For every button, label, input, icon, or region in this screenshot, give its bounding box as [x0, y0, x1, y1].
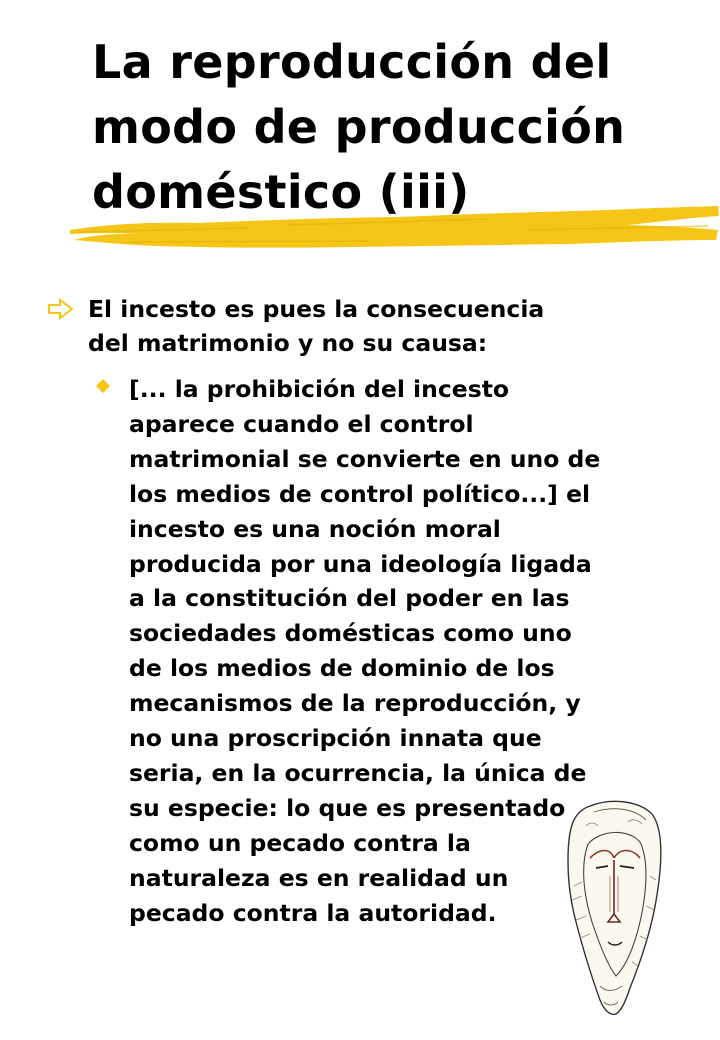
slide-title [92, 30, 692, 225]
text-line: [... la prohibición del incesto [129, 375, 510, 403]
text-line: El incesto es pues la consecuencia [88, 295, 545, 323]
hollow-arrow-icon [48, 298, 74, 320]
text-line: los medios de control político...] el [129, 479, 591, 508]
text-line: a la constitución del poder en las [129, 584, 570, 613]
text-line: del matrimonio y no su causa: [88, 329, 488, 357]
african-mask-sketch [560, 796, 666, 1018]
text-line: no una proscripción innata que [129, 724, 542, 753]
text-line: mecanismos de la reproducción, y [129, 689, 581, 718]
text-line: sociedades domésticas como uno [129, 619, 572, 648]
title-line: La reproducción del [92, 35, 612, 89]
bullet1-text [88, 292, 688, 360]
text-line: matrimonial se convierte en uno de [129, 444, 601, 473]
text-line: su especie: lo que es presentado [129, 793, 566, 822]
text-line: como un pecado contra la [129, 828, 471, 857]
text-line: pecado contra la autoridad. [129, 898, 497, 927]
text-line: naturaleza es en realidad un [129, 863, 509, 892]
text-line: aparece cuando el control [129, 409, 474, 438]
text-line: seria, en la ocurrencia, la única de [129, 758, 587, 787]
text-line: producida por una ideología ligada [129, 549, 592, 578]
yellow-brush-stroke [68, 200, 720, 254]
text-line: incesto es una noción moral [129, 514, 501, 543]
title-line: modo de producción [92, 100, 626, 154]
diamond-icon [96, 379, 110, 393]
title-line: doméstico (iii) [92, 165, 470, 219]
text-line: de los medios de dominio de los [129, 654, 555, 683]
